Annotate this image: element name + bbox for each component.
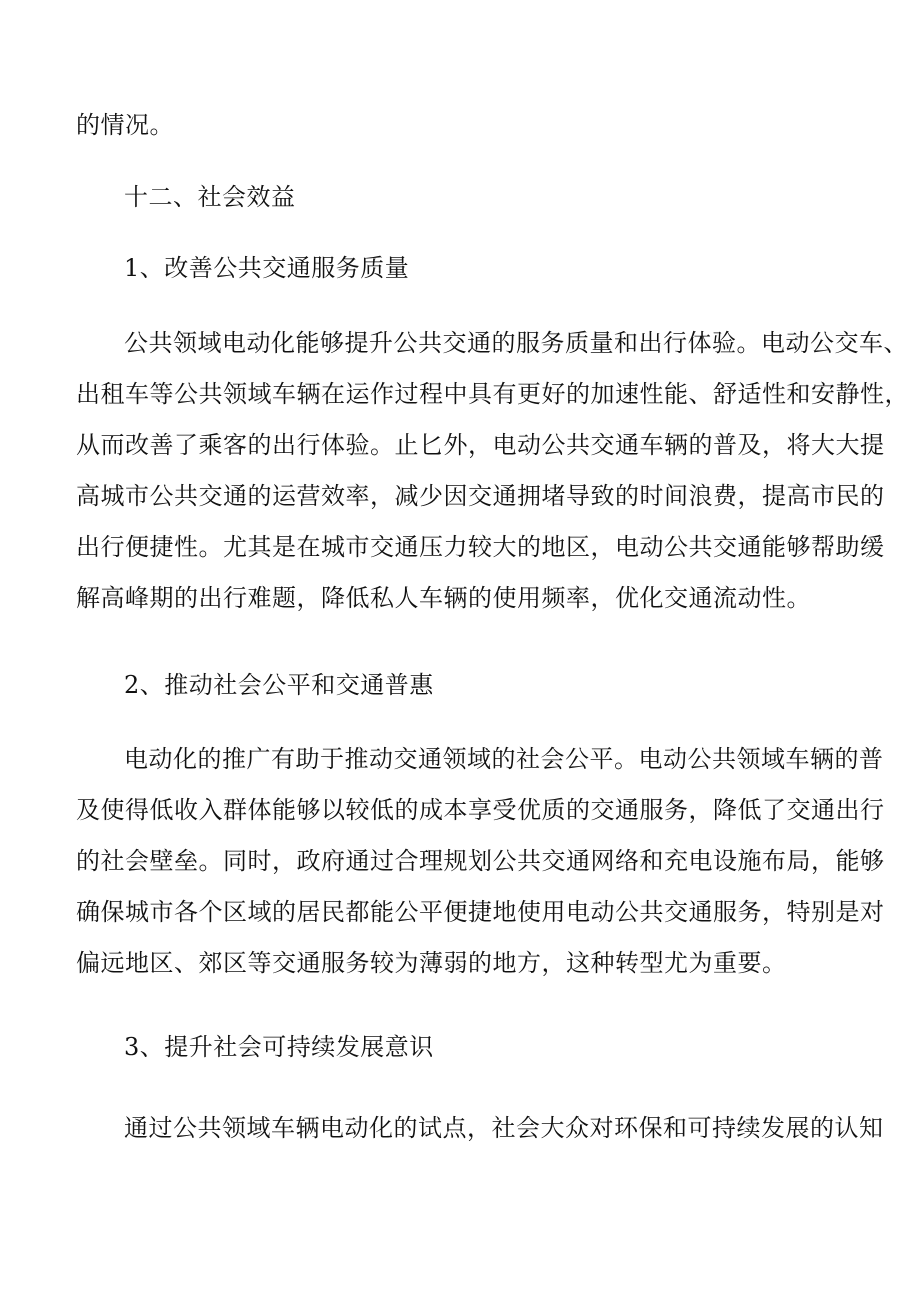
paragraph-line: 电动化的推广有助于推动交通领域的社会公平。电动公共领域车辆的普 xyxy=(124,745,884,773)
paragraph-line: 的社会壁垒。同时，政府通过合理规划公共交通网络和充电设施布局，能够 xyxy=(76,847,885,875)
section-title: 十二、社会效益 xyxy=(124,183,296,211)
paragraph-3 xyxy=(76,1103,884,1154)
paragraph-line: 出租车等公共领域车辆在运作过程中具有更好的加速性能、舒适性和安静性， xyxy=(76,380,909,408)
paragraph-1 xyxy=(76,318,909,624)
paragraph-line: 从而改善了乘客的出行体验。止匕外，电动公共交通车辆的普及，将大大提 xyxy=(76,431,885,459)
subsection-heading-1: 1、改善公共交通服务质量 xyxy=(124,254,410,282)
paragraph-line: 确保城市各个区域的居民都能公平便捷地使用电动公共交通服务，特别是对 xyxy=(76,898,885,926)
paragraph-line: 解高峰期的出行难题，降低私人车辆的使用频率，优化交通流动性。 xyxy=(76,584,811,612)
subsection-heading-2: 2、推动社会公平和交通普惠 xyxy=(124,671,434,699)
paragraph-line: 及使得低收入群体能够以较低的成本享受优质的交通服务，降低了交通出行 xyxy=(76,796,885,824)
paragraph-line: 高城市公共交通的运营效率，减少因交通拥堵导致的时间浪费，提高市民的 xyxy=(76,482,885,510)
subsection-heading-3: 3、提升社会可持续发展意识 xyxy=(124,1033,434,1061)
paragraph-line: 偏远地区、郊区等交通服务较为薄弱的地方，这种转型尤为重要。 xyxy=(76,949,787,977)
paragraph-line: 的情况。 xyxy=(76,111,174,139)
continuation-paragraph xyxy=(76,100,856,151)
paragraph-line: 通过公共领域车辆电动化的试点，社会大众对环保和可持续发展的认知 xyxy=(124,1114,884,1142)
paragraph-line: 出行便捷性。尤其是在城市交通压力较大的地区，电动公共交通能够帮助缓 xyxy=(76,533,885,561)
paragraph-2 xyxy=(76,734,885,989)
paragraph-line: 公共领域电动化能够提升公共交通的服务质量和出行体验。电动公交车、 xyxy=(124,329,908,357)
